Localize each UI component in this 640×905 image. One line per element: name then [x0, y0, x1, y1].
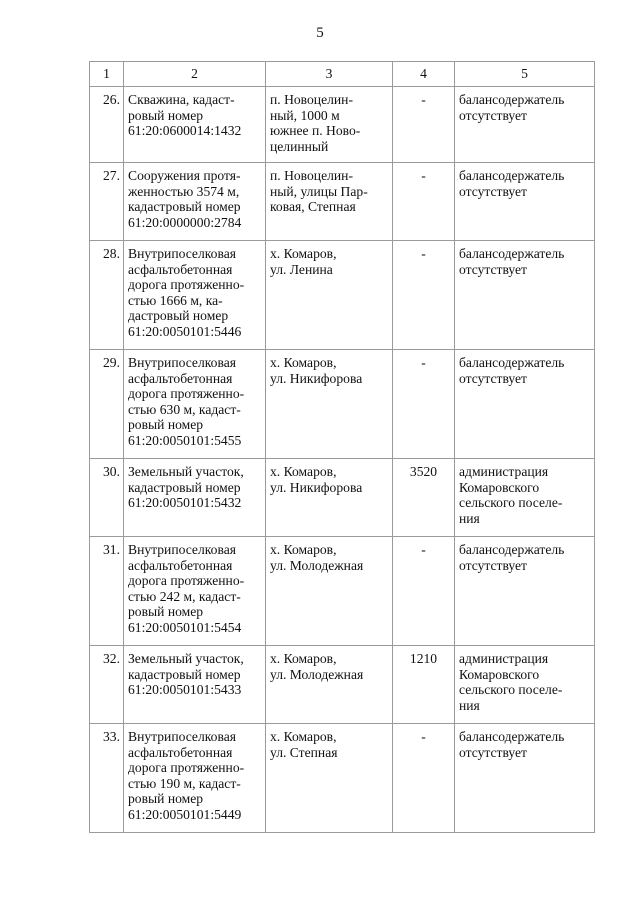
- balance-holder-line: балансодержатель: [459, 168, 565, 183]
- object-area: [393, 163, 455, 241]
- object-location-line: х. Комаров,: [270, 355, 337, 370]
- object-area-text: -: [421, 355, 426, 370]
- balance-holder: [455, 350, 595, 459]
- row-number: [90, 87, 124, 163]
- object-area: [393, 724, 455, 833]
- balance-holder-line: балансодержатель: [459, 246, 565, 261]
- object-name-line: дорога протяженно-: [128, 277, 245, 293]
- object-location-line: ул. Молодежная: [270, 666, 364, 682]
- object-name: [124, 537, 266, 646]
- object-location-line: х. Комаров,: [270, 464, 337, 479]
- balance-holder-line: отсутствует: [459, 744, 528, 760]
- page-number: 5: [316, 25, 324, 41]
- object-name-line: Скважина, кадаст-: [128, 92, 235, 107]
- table-row: [90, 646, 595, 724]
- object-name-line: 61:20:0050101:5432: [128, 495, 242, 511]
- object-name-line: ровый номер: [128, 791, 204, 807]
- object-area: [393, 459, 455, 537]
- column-number-row: [90, 62, 595, 87]
- balance-holder-line: отсутствует: [459, 107, 528, 123]
- object-location-line: целинный: [270, 138, 329, 154]
- object-name-line: 61:20:0050101:5446: [128, 323, 242, 339]
- table-row: [90, 163, 595, 241]
- object-location: [266, 537, 393, 646]
- object-name-line: Внутрипоселковая: [128, 246, 236, 261]
- object-location-line: ковая, Степная: [270, 199, 356, 215]
- object-location-line: х. Комаров,: [270, 246, 337, 261]
- object-location: [266, 646, 393, 724]
- row-number-text: 33.: [103, 729, 120, 744]
- object-location-line: х. Комаров,: [270, 542, 337, 557]
- object-area-text: -: [421, 542, 426, 557]
- object-name-line: кадастровый номер: [128, 479, 241, 495]
- object-name: [124, 350, 266, 459]
- column-header-5: 5: [455, 62, 595, 87]
- object-location-line: ул. Никифорова: [270, 479, 363, 495]
- object-name-line: Сооружения протя-: [128, 168, 241, 183]
- row-number: [90, 459, 124, 537]
- object-location: [266, 724, 393, 833]
- object-name-line: Земельный участок,: [128, 651, 244, 666]
- balance-holder-line: сельского поселе-: [459, 495, 563, 511]
- object-location-line: ул. Ленина: [270, 261, 333, 277]
- balance-holder: [455, 241, 595, 350]
- row-number-text: 26.: [103, 92, 120, 107]
- balance-holder-line: балансодержатель: [459, 542, 565, 557]
- object-name: [124, 241, 266, 350]
- balance-holder: [455, 646, 595, 724]
- object-name: [124, 724, 266, 833]
- object-area-text: -: [421, 729, 426, 744]
- row-number-text: 31.: [103, 542, 120, 557]
- balance-holder: [455, 724, 595, 833]
- object-name-line: 61:20:0050101:5455: [128, 432, 242, 448]
- row-number-text: 27.: [103, 168, 120, 183]
- table-row: [90, 241, 595, 350]
- row-number-text: 32.: [103, 651, 120, 666]
- column-header-4: 4: [393, 62, 455, 87]
- table-row: [90, 87, 595, 163]
- object-name-line: ровый номер: [128, 604, 204, 620]
- object-name: [124, 646, 266, 724]
- balance-holder: [455, 537, 595, 646]
- balance-holder-line: балансодержатель: [459, 355, 565, 370]
- object-name: [124, 459, 266, 537]
- balance-holder: [455, 87, 595, 163]
- object-area: [393, 537, 455, 646]
- row-number-text: 29.: [103, 355, 120, 370]
- object-location-line: ул. Никифорова: [270, 370, 363, 386]
- balance-holder-line: Комаровского: [459, 666, 540, 682]
- object-name-line: стью 630 м, кадаст-: [128, 401, 241, 417]
- object-name-line: асфальтобетонная: [128, 261, 233, 277]
- column-header-1: 1: [90, 62, 124, 87]
- object-name-line: Внутрипоселковая: [128, 355, 236, 370]
- balance-holder-line: балансодержатель: [459, 92, 565, 107]
- object-name-line: 61:20:0000000:2784: [128, 214, 242, 230]
- object-name-line: 61:20:0600014:1432: [128, 123, 242, 139]
- object-name-line: Земельный участок,: [128, 464, 244, 479]
- table-row: [90, 350, 595, 459]
- balance-holder: [455, 163, 595, 241]
- object-name-line: стью 190 м, кадаст-: [128, 775, 241, 791]
- table-row: [90, 537, 595, 646]
- object-location-line: х. Комаров,: [270, 729, 337, 744]
- object-name-line: 61:20:0050101:5433: [128, 682, 242, 698]
- object-location: [266, 87, 393, 163]
- object-name-line: дорога протяженно-: [128, 760, 245, 776]
- object-area: [393, 646, 455, 724]
- row-number: [90, 724, 124, 833]
- object-location-line: п. Новоцелин-: [270, 92, 353, 107]
- object-area-text: -: [421, 168, 426, 183]
- object-name-line: стью 242 м, кадаст-: [128, 588, 241, 604]
- object-location-line: ный, 1000 м: [270, 107, 340, 123]
- balance-holder-line: ния: [459, 697, 480, 713]
- object-name-line: кадастровый номер: [128, 666, 241, 682]
- balance-holder-line: администрация: [459, 651, 549, 666]
- balance-holder-line: сельского поселе-: [459, 682, 563, 698]
- object-area: [393, 87, 455, 163]
- object-name-line: дорога протяженно-: [128, 386, 245, 402]
- row-number: [90, 163, 124, 241]
- object-name-line: кадастровый номер: [128, 199, 241, 215]
- object-location: [266, 241, 393, 350]
- object-area-text: -: [421, 246, 426, 261]
- row-number: [90, 646, 124, 724]
- object-location: [266, 350, 393, 459]
- object-name-line: Внутрипоселковая: [128, 729, 236, 744]
- object-location-line: южнее п. Ново-: [270, 123, 361, 139]
- column-header-3: 3: [266, 62, 393, 87]
- object-area-text: 3520: [409, 464, 438, 479]
- balance-holder-line: отсутствует: [459, 370, 528, 386]
- balance-holder-line: отсутствует: [459, 183, 528, 199]
- object-location-line: п. Новоцелин-: [270, 168, 353, 183]
- object-name-line: асфальтобетонная: [128, 557, 233, 573]
- object-area: [393, 350, 455, 459]
- object-name-line: 61:20:0050101:5454: [128, 619, 242, 635]
- object-name: [124, 163, 266, 241]
- row-number: [90, 350, 124, 459]
- object-name-line: асфальтобетонная: [128, 744, 233, 760]
- balance-holder-line: администрация: [459, 464, 549, 479]
- object-area: [393, 241, 455, 350]
- column-header-2: 2: [124, 62, 266, 87]
- object-name-line: женностью 3574 м,: [128, 183, 240, 199]
- table-row: [90, 724, 595, 833]
- balance-holder-line: ния: [459, 510, 480, 526]
- table-row: [90, 459, 595, 537]
- row-number-text: 28.: [103, 246, 120, 261]
- row-number-text: 30.: [103, 464, 120, 479]
- object-area-text: -: [421, 92, 426, 107]
- object-location-line: х. Комаров,: [270, 651, 337, 666]
- object-name-line: дорога протяженно-: [128, 573, 245, 589]
- object-name-line: асфальтобетонная: [128, 370, 233, 386]
- object-name-line: 61:20:0050101:5449: [128, 806, 242, 822]
- balance-holder-line: отсутствует: [459, 557, 528, 573]
- row-number: [90, 241, 124, 350]
- balance-holder-line: Комаровского: [459, 479, 540, 495]
- object-name-line: дастровый номер: [128, 308, 229, 324]
- object-location-line: ул. Молодежная: [270, 557, 364, 573]
- object-name-line: ровый номер: [128, 417, 204, 433]
- balance-holder-line: балансодержатель: [459, 729, 565, 744]
- object-location: [266, 163, 393, 241]
- object-location: [266, 459, 393, 537]
- object-name-line: ровый номер: [128, 107, 204, 123]
- object-location-line: ул. Степная: [270, 744, 338, 760]
- object-name-line: Внутрипоселковая: [128, 542, 236, 557]
- property-registry-table: [89, 61, 595, 833]
- balance-holder-line: отсутствует: [459, 261, 528, 277]
- row-number: [90, 537, 124, 646]
- object-location-line: ный, улицы Пар-: [270, 183, 368, 199]
- object-area-text: 1210: [409, 651, 438, 666]
- object-name: [124, 87, 266, 163]
- balance-holder: [455, 459, 595, 537]
- object-name-line: стью 1666 м, ка-: [128, 292, 223, 308]
